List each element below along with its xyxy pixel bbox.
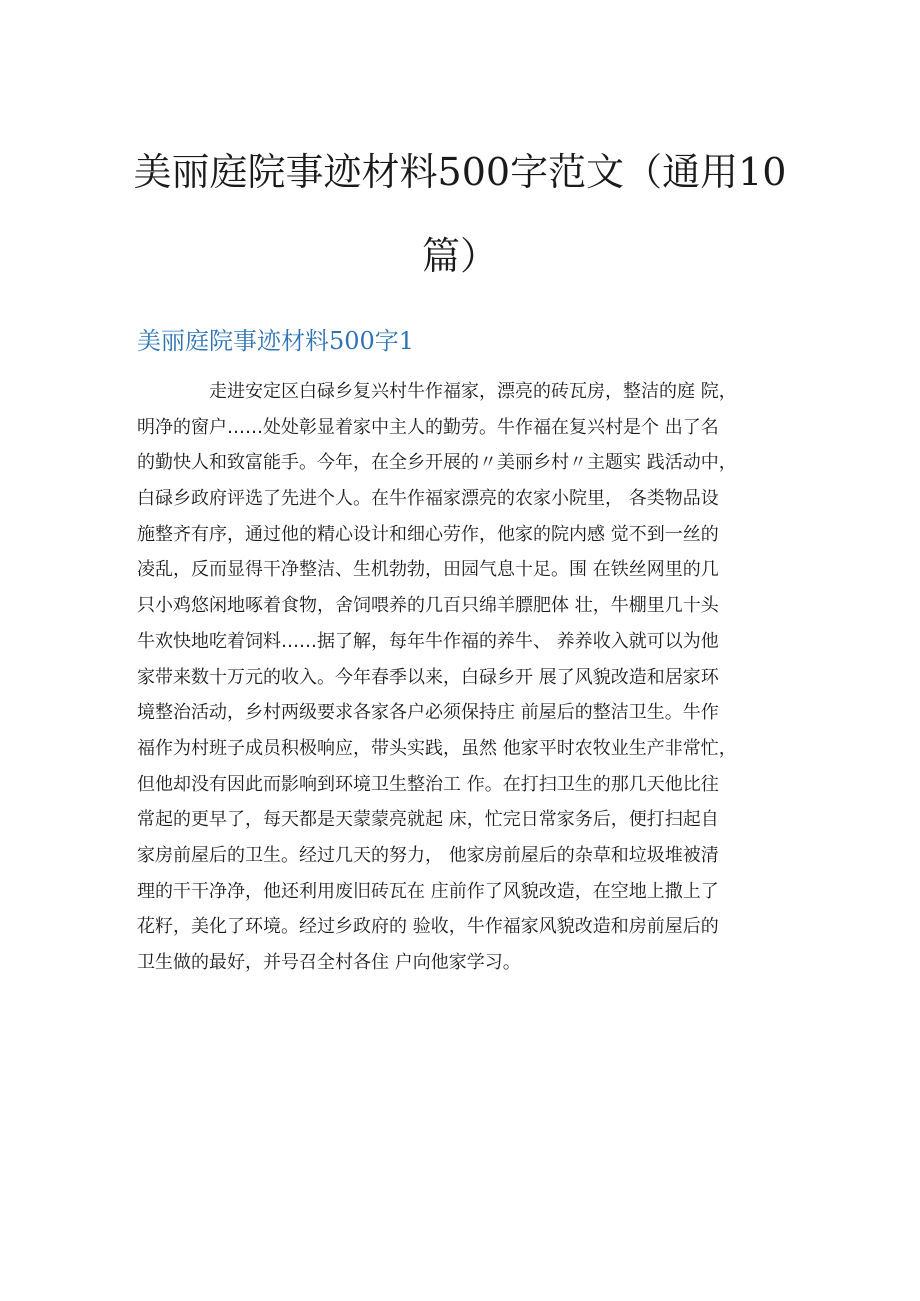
- paragraph-line: 花籽，美化了环境。经过乡政府的 验收，牛作福家风貌改造和房前屋后的: [137, 916, 719, 938]
- paragraph-line: 凌乱，反而显得干净整洁、生机勃勃，田园气息十足。围 在铁丝网里的几: [137, 559, 719, 581]
- paragraph-line: 家带来数十万元的收入。今年春季以来，白碌乡开 展了风貌改造和居家环: [137, 666, 719, 688]
- paragraph-line: 但他却没有因此而影响到环境卫生整治工 作。在打扫卫生的那几天他比往: [137, 773, 719, 795]
- paragraph-line: 卫生做的最好，并号召全村各住 户向他家学习。: [137, 952, 521, 973]
- paragraph-line: 只小鸡悠闲地啄着食物，舍饲喂养的几百只绵羊膘肥体 壮，牛棚里几十头: [137, 595, 719, 617]
- paragraph-line: 明净的窗户……处处彰显着家中主人的勤劳。牛作福在复兴村是个 出了名: [137, 416, 719, 438]
- document-title-line-1: 美丽庭院事迹材料500字范文（通用10: [133, 150, 787, 194]
- paragraph-line: 牛欢快地吃着饲料……据了解，每年牛作福的养牛、 养养收入就可以为他: [137, 630, 719, 652]
- paragraph-line: 的勤快人和致富能手。今年，在全乡开展的〃美丽乡村〃主题实 践活动中，: [137, 452, 737, 474]
- paragraph-line: 境整治活动，乡村两级要求各家各户必须保持庄 前屋后的整洁卫生。牛作: [137, 702, 719, 724]
- paragraph-line: 理的干干净净，他还利用废旧砖瓦在 庄前作了风貌改造，在空地上撒上了: [137, 880, 719, 902]
- paragraph-line: 家房前屋后的卫生。经过几天的努力， 他家房前屋后的杂草和垃圾堆被清: [137, 844, 719, 866]
- paragraph-line: 常起的更早了，每天都是天蒙蒙亮就起 床，忙完日常家务后，便打扫起自: [137, 809, 719, 831]
- paragraph-line: 施整齐有序，通过他的精心设计和细心劳作，他家的院内感 觉不到一丝的: [137, 523, 719, 545]
- body-paragraph: [137, 374, 817, 981]
- paragraph-line: 白碌乡政府评选了先进个人。在牛作福家漂亮的农家小院里， 各类物品设: [137, 488, 719, 510]
- paragraph-line: 走进安定区白碌乡复兴村牛作福家，漂亮的砖瓦房，整洁的庭 院，: [209, 381, 737, 402]
- section-heading: 美丽庭院事迹材料500字1: [137, 327, 415, 355]
- paragraph-line: 福作为村班子成员积极响应，带头实践，虽然 他家平时农牧业生产非常忙，: [137, 737, 737, 759]
- document-title-line-2: 篇）: [421, 234, 498, 278]
